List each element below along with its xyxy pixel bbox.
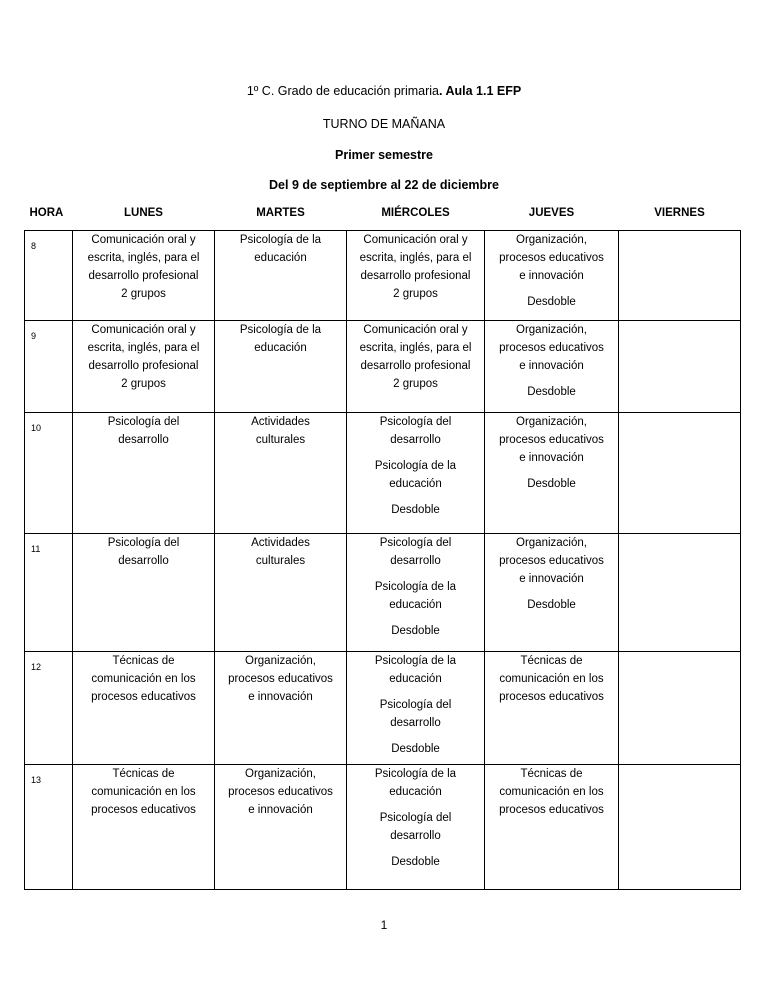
col-viernes: VIERNES bbox=[619, 200, 741, 231]
cell-jueves: Organización, procesos educativos e innovación Desdoble bbox=[485, 321, 619, 413]
cell-miercoles: Psicología de la educación Psicología del desarrollo Desdoble bbox=[347, 652, 485, 765]
cell-lunes: Técnicas de comunicación en los procesos educativos bbox=[73, 765, 215, 890]
desdoble-note: Desdoble bbox=[391, 856, 440, 868]
col-hora: HORA bbox=[25, 200, 73, 231]
cell-jueves: Técnicas de comunicación en los procesos educativos bbox=[485, 765, 619, 890]
table-row bbox=[25, 652, 741, 765]
col-martes: MARTES bbox=[215, 200, 347, 231]
cell-lunes: Comunicación oral y escrita, inglés, para el desarrollo profesional 2 grupos bbox=[73, 231, 215, 321]
cell-viernes bbox=[619, 765, 741, 890]
title-room: . Aula 1.1 EFP bbox=[438, 84, 522, 98]
cell-martes: Organización, procesos educativos e innovación bbox=[215, 652, 347, 765]
desdoble-note: Desdoble bbox=[527, 386, 576, 398]
table-header-row bbox=[25, 200, 741, 231]
cell-viernes bbox=[619, 231, 741, 321]
col-miercoles: MIÉRCOLES bbox=[347, 200, 485, 231]
hour-cell: 13 bbox=[25, 765, 73, 890]
col-lunes: LUNES bbox=[73, 200, 215, 231]
desdoble-note: Desdoble bbox=[527, 599, 576, 611]
title-course: 1º C. Grado de educación primaria bbox=[246, 84, 439, 98]
desdoble-note: Desdoble bbox=[391, 625, 440, 637]
cell-martes: Organización, procesos educativos e innovación bbox=[215, 765, 347, 890]
cell-lunes: Psicología del desarrollo bbox=[73, 534, 215, 652]
table-row bbox=[25, 534, 741, 652]
cell-martes: Actividades culturales bbox=[215, 413, 347, 534]
cell-jueves: Organización, procesos educativos e innovación Desdoble bbox=[485, 413, 619, 534]
cell-miercoles: Psicología del desarrollo Psicología de la educación Desdoble bbox=[347, 534, 485, 652]
hour-cell: 12 bbox=[25, 652, 73, 765]
desdoble-note: Desdoble bbox=[391, 743, 440, 755]
cell-viernes bbox=[619, 413, 741, 534]
table-row bbox=[25, 765, 741, 890]
cell-martes: Psicología de la educación bbox=[215, 231, 347, 321]
document-title bbox=[0, 84, 768, 98]
cell-jueves: Organización, procesos educativos e innovación Desdoble bbox=[485, 534, 619, 652]
cell-martes: Actividades culturales bbox=[215, 534, 347, 652]
desdoble-note: Desdoble bbox=[527, 296, 576, 308]
cell-miercoles: Comunicación oral y escrita, inglés, para el desarrollo profesional 2 grupos bbox=[347, 231, 485, 321]
table-row bbox=[25, 321, 741, 413]
cell-lunes: Psicología del desarrollo bbox=[73, 413, 215, 534]
cell-miercoles: Psicología de la educación Psicología del desarrollo Desdoble bbox=[347, 765, 485, 890]
desdoble-note: Desdoble bbox=[391, 504, 440, 516]
table-row bbox=[25, 231, 741, 321]
cell-jueves: Técnicas de comunicación en los procesos educativos bbox=[485, 652, 619, 765]
cell-lunes: Comunicación oral y escrita, inglés, para el desarrollo profesional 2 grupos bbox=[73, 321, 215, 413]
date-range: Del 9 de septiembre al 22 de diciembre bbox=[269, 178, 499, 192]
semester-label: Primer semestre bbox=[335, 148, 433, 162]
col-jueves: JUEVES bbox=[485, 200, 619, 231]
hour-cell: 11 bbox=[25, 534, 73, 652]
cell-miercoles: Comunicación oral y escrita, inglés, para el desarrollo profesional 2 grupos bbox=[347, 321, 485, 413]
cell-viernes bbox=[619, 534, 741, 652]
hour-cell: 10 bbox=[25, 413, 73, 534]
cell-martes: Psicología de la educación bbox=[215, 321, 347, 413]
table-row bbox=[25, 413, 741, 534]
hour-cell: 9 bbox=[25, 321, 73, 413]
page-number: 1 bbox=[380, 918, 388, 932]
shift-label: TURNO DE MAÑANA bbox=[322, 117, 446, 131]
cell-lunes: Técnicas de comunicación en los procesos educativos bbox=[73, 652, 215, 765]
hour-cell: 8 bbox=[25, 231, 73, 321]
cell-miercoles: Psicología del desarrollo Psicología de la educación Desdoble bbox=[347, 413, 485, 534]
cell-viernes bbox=[619, 652, 741, 765]
desdoble-note: Desdoble bbox=[527, 478, 576, 490]
schedule-table bbox=[24, 200, 741, 890]
cell-jueves: Organización, procesos educativos e innovación Desdoble bbox=[485, 231, 619, 321]
cell-viernes bbox=[619, 321, 741, 413]
